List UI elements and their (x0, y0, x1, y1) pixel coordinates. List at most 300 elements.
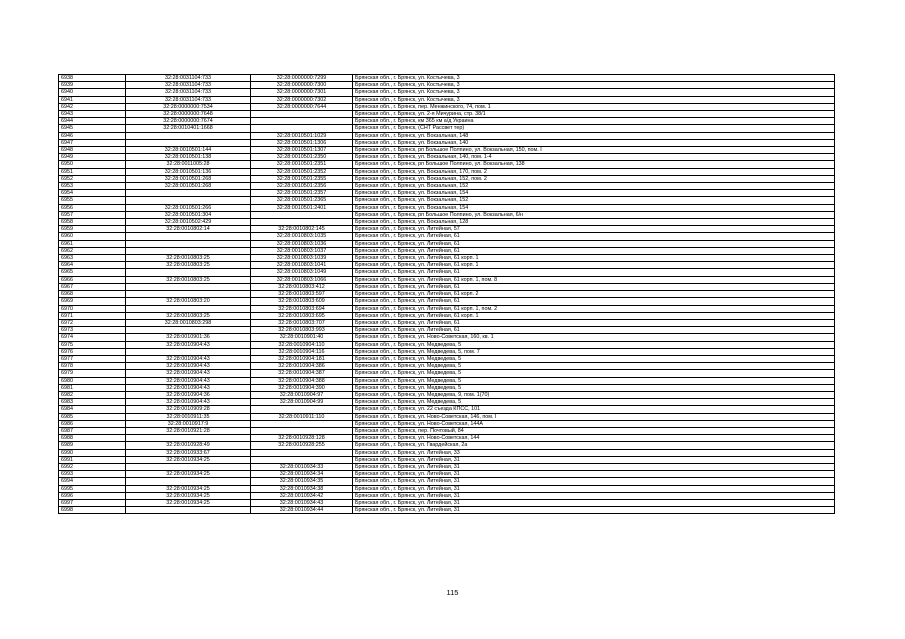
address-cell: Брянская обл., г. Брянск, ул. Литейная, 61 корп. 2 (353, 291, 835, 298)
address-cell: Брянская обл., г. Брянск, ул. Медведева, 9, пом. 1(70) (353, 391, 835, 398)
address-cell: Брянская обл., г. Брянск, ул. Вокзальная, 152, пом. 2 (353, 175, 835, 182)
row-number-cell: 6940 (59, 89, 126, 96)
address-cell: Брянская обл., г. Брянск, ул. Вокзальная, 170, пом. 2 (353, 168, 835, 175)
land-cadastral-number-cell: 32:28:0000000:7534 (126, 103, 251, 110)
table-row (59, 255, 835, 262)
row-number-cell: 6957 (59, 211, 126, 218)
building-cadastral-number-cell: 32:28:0010501:2365 (251, 197, 353, 204)
table-row (59, 355, 835, 362)
table-row (59, 391, 835, 398)
table-row (59, 132, 835, 139)
table-row (59, 406, 835, 413)
row-number-cell: 6970 (59, 305, 126, 312)
land-cadastral-number-cell: 32:28:0010803:25 (126, 255, 251, 262)
table-row (59, 226, 835, 233)
land-cadastral-number-cell: 32:28:0010501:268 (126, 183, 251, 190)
land-cadastral-number-cell: 32:28:0010803:20 (126, 298, 251, 305)
building-cadastral-number-cell: 32:28:0010904:386 (251, 363, 353, 370)
land-cadastral-number-cell: 32:28:0010501:138 (126, 154, 251, 161)
row-number-cell: 6943 (59, 111, 126, 118)
land-cadastral-number-cell: 32:28:0011005:28 (126, 161, 251, 168)
table-row (59, 492, 835, 499)
row-number-cell: 6989 (59, 442, 126, 449)
building-cadastral-number-cell: 32:28:0010803:993 (251, 327, 353, 334)
row-number-cell: 6952 (59, 175, 126, 182)
row-number-cell: 6954 (59, 190, 126, 197)
row-number-cell: 6985 (59, 413, 126, 420)
row-number-cell: 6939 (59, 82, 126, 89)
land-cadastral-number-cell (126, 305, 251, 312)
row-number-cell: 6961 (59, 240, 126, 247)
table-row (59, 75, 835, 82)
table-row (59, 89, 835, 96)
building-cadastral-number-cell: 32:28:0010934:34 (251, 471, 353, 478)
table-row (59, 190, 835, 197)
table-row (59, 319, 835, 326)
land-cadastral-number-cell: 32:28:0010803:25 (126, 276, 251, 283)
table-row (59, 305, 835, 312)
row-number-cell: 6981 (59, 384, 126, 391)
table-row (59, 276, 835, 283)
table-row (59, 247, 835, 254)
row-number-cell: 6949 (59, 154, 126, 161)
land-cadastral-number-cell: 32:28:0010933:67 (126, 449, 251, 456)
building-cadastral-number-cell: 32:28:0010803:694 (251, 305, 353, 312)
land-cadastral-number-cell: 32:28:0031104:733 (126, 82, 251, 89)
building-cadastral-number-cell (251, 125, 353, 132)
address-cell: Брянская обл., г. Брянск, ул. Литейная, 31 (353, 471, 835, 478)
land-cadastral-number-cell: 32:28:0031104:733 (126, 75, 251, 82)
building-cadastral-number-cell: 32:28:0010803:1039 (251, 255, 353, 262)
row-number-cell: 6995 (59, 485, 126, 492)
building-cadastral-number-cell: 32:28:0000000:7301 (251, 89, 353, 96)
table-row (59, 147, 835, 154)
table-row (59, 103, 835, 110)
table-row (59, 233, 835, 240)
building-cadastral-number-cell: 32:28:0010904:110 (251, 341, 353, 348)
land-cadastral-number-cell: 32:28:0010904:43 (126, 355, 251, 362)
building-cadastral-number-cell: 32:28:0010904:97 (251, 391, 353, 398)
page-number: 115 (446, 588, 459, 597)
building-cadastral-number-cell: 32:28:0010911:110 (251, 413, 353, 420)
land-cadastral-number-cell: 32:28:0010501:268 (126, 175, 251, 182)
address-cell: Брянская обл., г. Брянск, ул. 2-я Мичурина, стр. 38/1 (353, 111, 835, 118)
address-cell: Брянская обл., г. Брянск, ул. Литейная, 61 корп. 1 (353, 312, 835, 319)
address-cell: Брянская обл., г. Брянск, ул. Гвардейская, 2а (353, 442, 835, 449)
address-cell: Брянская обл., г. Брянск, ул. Медведева, 5 (353, 341, 835, 348)
land-cadastral-number-cell (126, 348, 251, 355)
table-row (59, 161, 835, 168)
address-cell: Брянская обл., г. Брянск, ул. Литейная, 31 (353, 499, 835, 506)
building-cadastral-number-cell (251, 427, 353, 434)
row-number-cell: 6953 (59, 183, 126, 190)
row-number-cell: 6960 (59, 233, 126, 240)
address-cell: Брянская обл., г. Брянск, ул. Медведева, 5 (353, 377, 835, 384)
address-cell: Брянская обл., г. Брянск, (СНТ Рассвет тер) (353, 125, 835, 132)
address-cell: Брянская обл., г. Брянск, ул. Литейная, 31 (353, 492, 835, 499)
address-cell: Брянская обл., г. Брянск, ул. Медведева, 5, пом. 7 (353, 348, 835, 355)
table-row (59, 154, 835, 161)
land-cadastral-number-cell: 32:28:0010909:28 (126, 406, 251, 413)
address-cell: Брянская обл., г. Брянск, ул. Литейная, 61 (353, 247, 835, 254)
address-cell: Брянская обл., г. Брянск, ул. Литейная, 33 (353, 449, 835, 456)
land-cadastral-number-cell: 32:28:0010904:43 (126, 370, 251, 377)
land-cadastral-number-cell: 32:28:0010901:36 (126, 334, 251, 341)
table-row (59, 413, 835, 420)
address-cell: Брянская обл., г. Брянск, ул. Вокзальная, 152 (353, 197, 835, 204)
table-row (59, 363, 835, 370)
land-cadastral-number-cell (126, 190, 251, 197)
building-cadastral-number-cell: 32:28:0010803:1066 (251, 276, 353, 283)
table-row (59, 240, 835, 247)
address-cell: Брянская обл., г. Брянск, ул. Костычева, 3 (353, 75, 835, 82)
row-number-cell: 6968 (59, 291, 126, 298)
building-cadastral-number-cell: 32:28:0000000:7302 (251, 96, 353, 103)
row-number-cell: 6941 (59, 96, 126, 103)
building-cadastral-number-cell: 32:28:0010803:1035 (251, 233, 353, 240)
row-number-cell: 6990 (59, 449, 126, 456)
land-cadastral-number-cell (126, 132, 251, 139)
address-cell: Брянская обл., г. Брянск, ул. Литейная, 61 (353, 298, 835, 305)
address-cell: Брянская обл., г. Брянск, ул. Литейная, 61 корп. 1 (353, 262, 835, 269)
building-cadastral-number-cell: 32:28:0010803:707 (251, 319, 353, 326)
land-cadastral-number-cell: 32:28:0010803:298 (126, 319, 251, 326)
address-cell: Брянская обл., г. Брянск, ул. Литейная, 31 (353, 456, 835, 463)
land-cadastral-number-cell (126, 327, 251, 334)
row-number-cell: 6967 (59, 283, 126, 290)
table-row (59, 262, 835, 269)
address-cell: Брянская обл., г. Брянск, ул. Литейная, 61 (353, 233, 835, 240)
row-number-cell: 6955 (59, 197, 126, 204)
row-number-cell: 6997 (59, 499, 126, 506)
building-cadastral-number-cell: 32:28:0010934:42 (251, 492, 353, 499)
land-cadastral-number-cell: 32:28:0010917:9 (126, 420, 251, 427)
land-cadastral-number-cell: 32:28:0010501:266 (126, 204, 251, 211)
address-cell: Брянская обл., г. Брянск, км 365 км а/д Украина (353, 118, 835, 125)
row-number-cell: 6962 (59, 247, 126, 254)
building-cadastral-number-cell (251, 118, 353, 125)
table-row (59, 168, 835, 175)
building-cadastral-number-cell: 32:28:0010501:2352 (251, 168, 353, 175)
row-number-cell: 6978 (59, 363, 126, 370)
building-cadastral-number-cell: 32:28:0010934:38 (251, 485, 353, 492)
table-row (59, 384, 835, 391)
registry-table (58, 74, 835, 514)
building-cadastral-number-cell: 32:28:0010501:1029 (251, 132, 353, 139)
building-cadastral-number-cell: 32:28:0010904:181 (251, 355, 353, 362)
table-row (59, 118, 835, 125)
building-cadastral-number-cell: 32:28:0010904:99 (251, 399, 353, 406)
address-cell: Брянская обл., г. Брянск, ул. Литейная, 61 корп. 1, пом. 8 (353, 276, 835, 283)
land-cadastral-number-cell: 32:28:0010934:25 (126, 471, 251, 478)
row-number-cell: 6958 (59, 219, 126, 226)
table-row (59, 463, 835, 470)
land-cadastral-number-cell: 32:28:0010904:43 (126, 377, 251, 384)
address-cell: Брянская обл., г. Брянск, ул. Вокзальная, 154 (353, 190, 835, 197)
table-row (59, 442, 835, 449)
building-cadastral-number-cell (251, 420, 353, 427)
row-number-cell: 6977 (59, 355, 126, 362)
address-cell: Брянская обл., г. Брянск, ул. Литейная, 61 (353, 240, 835, 247)
address-cell: Брянская обл., г. Брянск, ул. Вокзальная, 128 (353, 219, 835, 226)
table-row (59, 269, 835, 276)
address-cell: Брянская обл., г. Брянск, ул. Медведева, 5 (353, 370, 835, 377)
address-cell: Брянская обл., г. Брянск, ул. Вокзальная, 148 (353, 132, 835, 139)
row-number-cell: 6946 (59, 132, 126, 139)
row-number-cell: 6979 (59, 370, 126, 377)
land-cadastral-number-cell: 32:28:0010401:1668 (126, 125, 251, 132)
land-cadastral-number-cell: 32:28:0000000:7674 (126, 118, 251, 125)
table-row (59, 435, 835, 442)
building-cadastral-number-cell: 32:28:0010934:35 (251, 478, 353, 485)
building-cadastral-number-cell: 32:28:0010501:1306 (251, 139, 353, 146)
land-cadastral-number-cell (126, 463, 251, 470)
building-cadastral-number-cell: 32:28:0010904:390 (251, 384, 353, 391)
address-cell: Брянская обл., г. Брянск, ул. Медведева, 5 (353, 399, 835, 406)
building-cadastral-number-cell: 32:28:0000000:7644 (251, 103, 353, 110)
building-cadastral-number-cell: 32:28:0010934:33 (251, 463, 353, 470)
building-cadastral-number-cell: 32:28:0010928:255 (251, 442, 353, 449)
table-row (59, 485, 835, 492)
land-cadastral-number-cell: 32:28:0031104:733 (126, 89, 251, 96)
building-cadastral-number-cell: 32:28:0010501:2350 (251, 154, 353, 161)
building-cadastral-number-cell: 32:28:0010904:116 (251, 348, 353, 355)
address-cell: Брянская обл., г. Брянск, ул. 22 съезда КПСС, 101 (353, 406, 835, 413)
table-row (59, 96, 835, 103)
building-cadastral-number-cell: 32:28:0010501:1307 (251, 147, 353, 154)
building-cadastral-number-cell: 32:28:0000000:7300 (251, 82, 353, 89)
building-cadastral-number-cell: 32:28:0010501:2351 (251, 161, 353, 168)
land-cadastral-number-cell: 32:28:0010921:28 (126, 427, 251, 434)
row-number-cell: 6992 (59, 463, 126, 470)
land-cadastral-number-cell (126, 283, 251, 290)
building-cadastral-number-cell: 32:28:0010803:1041 (251, 262, 353, 269)
table-row (59, 334, 835, 341)
table-row (59, 139, 835, 146)
row-number-cell: 6975 (59, 341, 126, 348)
land-cadastral-number-cell: 32:28:0010904:43 (126, 341, 251, 348)
row-number-cell: 6974 (59, 334, 126, 341)
address-cell: Брянская обл., г. Брянск, ул. Вокзальная, 154 (353, 204, 835, 211)
row-number-cell: 6996 (59, 492, 126, 499)
row-number-cell: 6951 (59, 168, 126, 175)
land-cadastral-number-cell: 32:28:0010501:136 (126, 168, 251, 175)
row-number-cell: 6964 (59, 262, 126, 269)
building-cadastral-number-cell: 32:28:0010901:40 (251, 334, 353, 341)
address-cell: Брянская обл., г. Брянск, ул. Медведева, 5 (353, 355, 835, 362)
row-number-cell: 6947 (59, 139, 126, 146)
building-cadastral-number-cell: 32:28:0000000:7299 (251, 75, 353, 82)
table-row (59, 499, 835, 506)
table-row (59, 197, 835, 204)
table-row (59, 219, 835, 226)
address-cell: Брянская обл., г. Брянск, ул. Литейная, 61 (353, 327, 835, 334)
row-number-cell: 6971 (59, 312, 126, 319)
table-row (59, 427, 835, 434)
row-number-cell: 6956 (59, 204, 126, 211)
table-row (59, 341, 835, 348)
land-cadastral-number-cell (126, 269, 251, 276)
address-cell: Брянская обл., г. Брянск, ул. Литейная, 61 (353, 269, 835, 276)
row-number-cell: 6987 (59, 427, 126, 434)
table-row (59, 298, 835, 305)
building-cadastral-number-cell: 32:28:0010803:1049 (251, 269, 353, 276)
building-cadastral-number-cell (251, 406, 353, 413)
address-cell: Брянская обл., г. Брянск, ул. Литейная, 31 (353, 485, 835, 492)
table-row (59, 456, 835, 463)
address-cell: Брянская обл., г. Брянск, ул. Литейная, 61 корп. 1, пом. 2 (353, 305, 835, 312)
land-cadastral-number-cell (126, 139, 251, 146)
address-cell: Брянская обл., г. Брянск, ул. Ново-Советская, 144А (353, 420, 835, 427)
land-cadastral-number-cell: 32:28:0010904:43 (126, 399, 251, 406)
building-cadastral-number-cell: 32:28:0010934:44 (251, 507, 353, 514)
address-cell: Брянская обл., г. Брянск, ул. Медведева, 5 (353, 384, 835, 391)
address-cell: Брянская обл., г. Брянск, ул. Литейная, 61 (353, 283, 835, 290)
address-cell: Брянская обл., г. Брянск, ул. Костычева, 3 (353, 89, 835, 96)
row-number-cell: 6994 (59, 478, 126, 485)
land-cadastral-number-cell (126, 507, 251, 514)
land-cadastral-number-cell (126, 240, 251, 247)
address-cell: Брянская обл., г. Брянск, ул. Вокзальная, 152 (353, 183, 835, 190)
building-cadastral-number-cell: 32:28:0010803:412 (251, 283, 353, 290)
row-number-cell: 6988 (59, 435, 126, 442)
address-cell: Брянская обл., г. Брянск, ул. Литейная, 31 (353, 507, 835, 514)
row-number-cell: 6945 (59, 125, 126, 132)
row-number-cell: 6942 (59, 103, 126, 110)
building-cadastral-number-cell: 32:28:0010802:145 (251, 226, 353, 233)
table-row (59, 420, 835, 427)
row-number-cell: 6984 (59, 406, 126, 413)
building-cadastral-number-cell: 32:28:0010803:1037 (251, 247, 353, 254)
row-number-cell: 6959 (59, 226, 126, 233)
land-cadastral-number-cell: 32:28:0010502:429 (126, 219, 251, 226)
address-cell: Брянская обл., г. Брянск, ул. Вокзальная, 140 (353, 139, 835, 146)
row-number-cell: 6938 (59, 75, 126, 82)
row-number-cell: 6965 (59, 269, 126, 276)
table-row (59, 175, 835, 182)
address-cell: Брянская обл., г. Брянск, ул. Литейная, 57 (353, 226, 835, 233)
building-cadastral-number-cell: 32:28:0010904:388 (251, 377, 353, 384)
building-cadastral-number-cell (251, 456, 353, 463)
building-cadastral-number-cell: 32:28:0010803:609 (251, 298, 353, 305)
table-row (59, 449, 835, 456)
land-cadastral-number-cell (126, 291, 251, 298)
land-cadastral-number-cell (126, 435, 251, 442)
row-number-cell: 6972 (59, 319, 126, 326)
address-cell: Брянская обл., г. Брянск, ул. Литейная, 61 корп. 1 (353, 255, 835, 262)
table-row (59, 377, 835, 384)
address-cell: Брянская обл., г. Брянск, ул. Ново-Советская, 146, пом. I (353, 413, 835, 420)
land-cadastral-number-cell: 32:28:0010803:25 (126, 312, 251, 319)
land-cadastral-number-cell: 32:28:0010904:36 (126, 391, 251, 398)
row-number-cell: 6976 (59, 348, 126, 355)
land-cadastral-number-cell (126, 247, 251, 254)
row-number-cell: 6983 (59, 399, 126, 406)
registry-table-body (59, 75, 835, 514)
table-row (59, 478, 835, 485)
row-number-cell: 6948 (59, 147, 126, 154)
land-cadastral-number-cell: 32:28:0010934:25 (126, 456, 251, 463)
row-number-cell: 6991 (59, 456, 126, 463)
address-cell: Брянская обл., г. Брянск, пер. Почтовый, 84 (353, 427, 835, 434)
table-row (59, 399, 835, 406)
row-number-cell: 6950 (59, 161, 126, 168)
row-number-cell: 6998 (59, 507, 126, 514)
land-cadastral-number-cell: 32:28:0010501:144 (126, 147, 251, 154)
address-cell: Брянская обл., г. Брянск, рп Большое Полпино, ул. Вокзальная, 150, пом. I (353, 147, 835, 154)
land-cadastral-number-cell (126, 233, 251, 240)
building-cadastral-number-cell: 32:28:0010803:597 (251, 291, 353, 298)
building-cadastral-number-cell: 32:28:0010934:43 (251, 499, 353, 506)
table-row (59, 370, 835, 377)
address-cell: Брянская обл., г. Брянск, ул. Литейная, 31 (353, 478, 835, 485)
table-row (59, 291, 835, 298)
registry-sheet (58, 74, 835, 514)
address-cell: Брянская обл., г. Брянск, ул. Литейная, 61 (353, 319, 835, 326)
table-row (59, 82, 835, 89)
building-cadastral-number-cell (251, 111, 353, 118)
land-cadastral-number-cell: 32:28:0010803:25 (126, 262, 251, 269)
building-cadastral-number-cell: 32:28:0010803:1036 (251, 240, 353, 247)
land-cadastral-number-cell: 32:28:0010802:14 (126, 226, 251, 233)
building-cadastral-number-cell: 32:28:0010803:695 (251, 312, 353, 319)
table-row (59, 211, 835, 218)
address-cell: Брянская обл., г. Брянск, пер. Менжинского, 74, пом. 1 (353, 103, 835, 110)
building-cadastral-number-cell (251, 449, 353, 456)
table-row (59, 111, 835, 118)
land-cadastral-number-cell (126, 478, 251, 485)
land-cadastral-number-cell: 32:28:0010904:43 (126, 384, 251, 391)
address-cell: Брянская обл., г. Брянск, ул. Вокзальная, 140, пом. 1-4 (353, 154, 835, 161)
table-row (59, 348, 835, 355)
table-row (59, 283, 835, 290)
address-cell: Брянская обл., г. Брянск, ул. Ново-Советская, 160, кв. 1 (353, 334, 835, 341)
land-cadastral-number-cell: 32:28:0000000:7648 (126, 111, 251, 118)
address-cell: Брянская обл., г. Брянск, ул. Медведева, 5 (353, 363, 835, 370)
building-cadastral-number-cell: 32:28:0010501:2355 (251, 175, 353, 182)
land-cadastral-number-cell: 32:28:0010934:25 (126, 492, 251, 499)
building-cadastral-number-cell: 32:28:0010501:2401 (251, 204, 353, 211)
land-cadastral-number-cell: 32:28:0010501:304 (126, 211, 251, 218)
land-cadastral-number-cell: 32:28:0031104:733 (126, 96, 251, 103)
building-cadastral-number-cell (251, 211, 353, 218)
land-cadastral-number-cell: 32:28:0010934:25 (126, 499, 251, 506)
building-cadastral-number-cell: 32:28:0010501:2357 (251, 190, 353, 197)
table-row (59, 125, 835, 132)
table-row (59, 204, 835, 211)
land-cadastral-number-cell: 32:28:0010911:35 (126, 413, 251, 420)
row-number-cell: 6982 (59, 391, 126, 398)
row-number-cell: 6980 (59, 377, 126, 384)
table-row (59, 507, 835, 514)
building-cadastral-number-cell (251, 219, 353, 226)
address-cell: Брянская обл., г. Брянск, рп Большое Полпино, ул. Вокзальная, 6/н (353, 211, 835, 218)
table-row (59, 471, 835, 478)
address-cell: Брянская обл., г. Брянск, ул. Литейная, 31 (353, 463, 835, 470)
address-cell: Брянская обл., г. Брянск, ул. Ново-Советская, 144 (353, 435, 835, 442)
row-number-cell: 6993 (59, 471, 126, 478)
row-number-cell: 6944 (59, 118, 126, 125)
row-number-cell: 6986 (59, 420, 126, 427)
building-cadastral-number-cell: 32:28:0010904:387 (251, 370, 353, 377)
row-number-cell: 6963 (59, 255, 126, 262)
table-row (59, 312, 835, 319)
table-row (59, 327, 835, 334)
land-cadastral-number-cell: 32:28:0010934:25 (126, 485, 251, 492)
row-number-cell: 6969 (59, 298, 126, 305)
building-cadastral-number-cell: 32:28:0010501:2356 (251, 183, 353, 190)
address-cell: Брянская обл., г. Брянск, ул. Костычева, 3 (353, 82, 835, 89)
